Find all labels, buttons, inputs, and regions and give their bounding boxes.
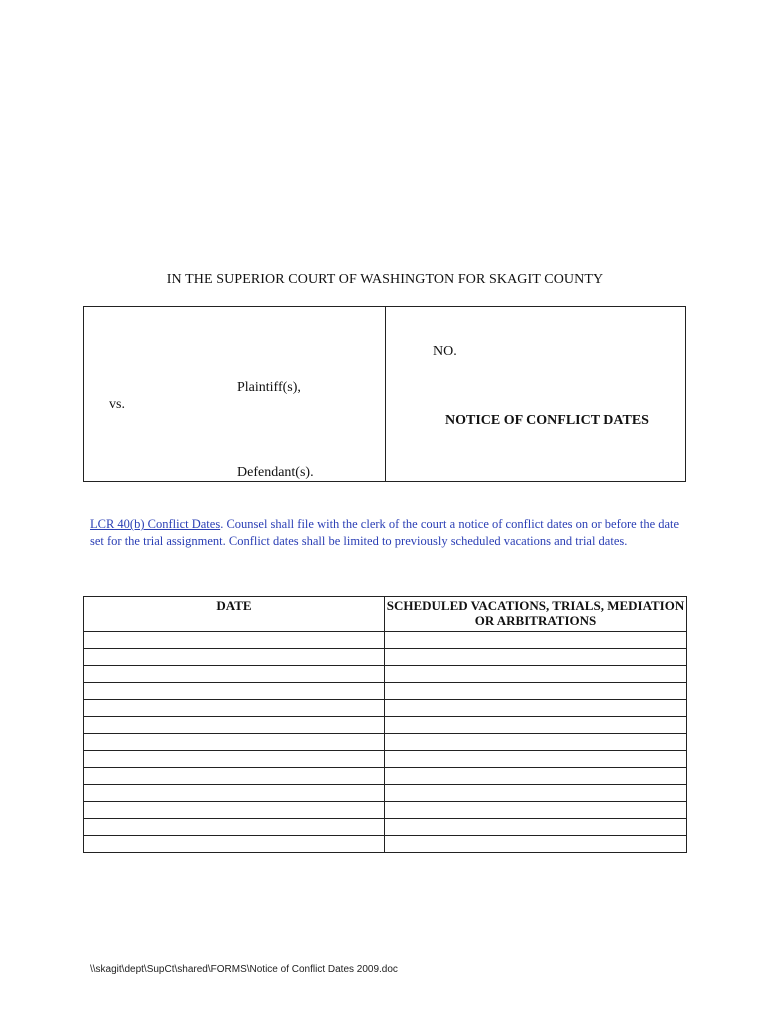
date-cell[interactable]	[84, 683, 385, 700]
date-cell[interactable]	[84, 768, 385, 785]
table-header-row	[84, 597, 687, 632]
rule-paragraph	[90, 516, 680, 550]
date-cell[interactable]	[84, 700, 385, 717]
plaintiff-label: Plaintiff(s),	[237, 380, 301, 395]
table-row	[84, 649, 687, 666]
event-cell[interactable]	[385, 734, 687, 751]
table-row	[84, 785, 687, 802]
date-cell[interactable]	[84, 802, 385, 819]
event-cell[interactable]	[385, 700, 687, 717]
event-cell[interactable]	[385, 683, 687, 700]
event-cell[interactable]	[385, 751, 687, 768]
table-row	[84, 683, 687, 700]
event-cell[interactable]	[385, 768, 687, 785]
event-cell[interactable]	[385, 836, 687, 853]
case-caption-box	[83, 306, 686, 482]
date-cell[interactable]	[84, 717, 385, 734]
event-cell[interactable]	[385, 819, 687, 836]
date-cell[interactable]	[84, 785, 385, 802]
court-title: IN THE SUPERIOR COURT OF WASHINGTON FOR SKAGIT COUNTY	[166, 272, 604, 287]
table-row	[84, 751, 687, 768]
conflict-dates-table	[83, 596, 687, 853]
event-cell[interactable]	[385, 717, 687, 734]
table-row	[84, 836, 687, 853]
rule-body-text: . Counsel shall file with the clerk of the court a notice of conflict dates on or before the date set for the trial assignment. Conflict dates shall be limited to previously scheduled vacations and trial dates.	[90, 517, 680, 548]
event-cell[interactable]	[385, 649, 687, 666]
table-row	[84, 666, 687, 683]
event-cell[interactable]	[385, 632, 687, 649]
date-cell[interactable]	[84, 819, 385, 836]
versus-label: vs.	[109, 397, 125, 412]
table-body	[84, 632, 687, 853]
date-cell[interactable]	[84, 751, 385, 768]
date-cell[interactable]	[84, 666, 385, 683]
date-cell[interactable]	[84, 649, 385, 666]
date-cell[interactable]	[84, 734, 385, 751]
table-row	[84, 819, 687, 836]
table-row	[84, 632, 687, 649]
notice-title: NOTICE OF CONFLICT DATES	[445, 413, 649, 428]
date-cell[interactable]	[84, 632, 385, 649]
event-cell[interactable]	[385, 802, 687, 819]
table-row	[84, 734, 687, 751]
defendant-label: Defendant(s).	[237, 465, 314, 480]
table-row	[84, 802, 687, 819]
table-row	[84, 700, 687, 717]
footer-file-path: \\skagit\dept\SupCt\shared\FORMS\Notice of Conflict Dates 2009.doc	[90, 964, 398, 975]
table-row	[84, 768, 687, 785]
events-column-header: SCHEDULED VACATIONS, TRIALS, MEDIATION OR ARBITRATIONS	[385, 597, 687, 632]
date-cell[interactable]	[84, 836, 385, 853]
date-column-header: DATE	[84, 597, 385, 632]
case-number-label: NO.	[433, 344, 457, 359]
caption-divider	[385, 307, 386, 481]
event-cell[interactable]	[385, 785, 687, 802]
rule-link[interactable]: LCR 40(b) Conflict Dates	[90, 517, 221, 531]
table-row	[84, 717, 687, 734]
event-cell[interactable]	[385, 666, 687, 683]
